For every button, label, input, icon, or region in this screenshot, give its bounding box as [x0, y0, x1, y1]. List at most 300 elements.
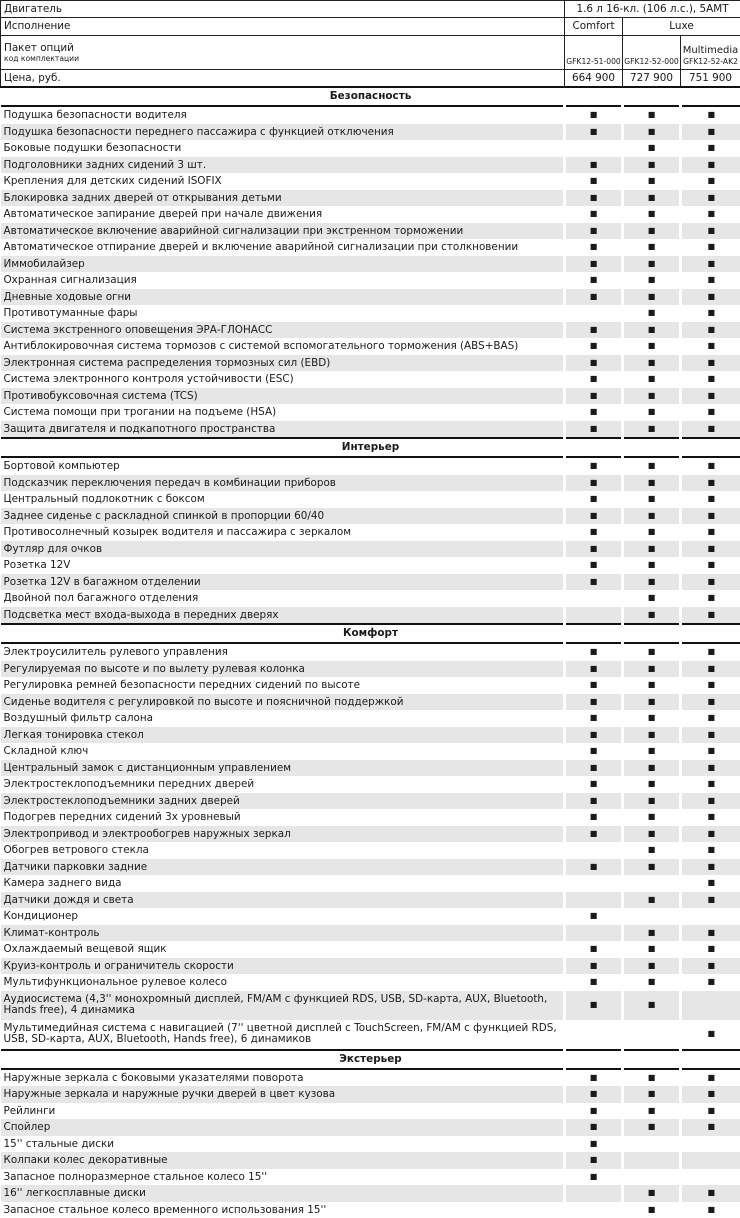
- feature-name: Охлаждаемый вещевой ящик: [1, 941, 565, 958]
- feature-name: Электропривод и электрообогрев наружных зеркал: [1, 826, 565, 843]
- feature-name: Мультимедийная система с навигацией (7'' цветной дисплей с TouchScreen, FM/AM с функцией RDS, USB, SD-карта, AUX, Bluetooth, Hands free), 6 динамиков: [1, 1020, 565, 1050]
- availability-cell-1: [565, 457, 623, 475]
- feature-name: Рейлинги: [1, 1103, 565, 1120]
- included-mark-icon: ■: [648, 862, 656, 871]
- feature-name: Сиденье водителя с регулировкой по высоте и поясничной поддержкой: [1, 694, 565, 711]
- availability-cell-2: [623, 875, 681, 892]
- included-mark-icon: ■: [648, 511, 656, 520]
- included-mark-icon: ■: [707, 110, 715, 119]
- feature-row: [1, 338, 740, 355]
- included-mark-icon: ■: [648, 407, 656, 416]
- availability-cell-1: [565, 607, 623, 625]
- availability-cell-3: [681, 124, 740, 141]
- included-mark-icon: ■: [590, 944, 598, 953]
- feature-row: [1, 661, 740, 678]
- included-mark-icon: ■: [707, 275, 715, 284]
- availability-cell-3: [681, 875, 740, 892]
- package-code-2: GFK12-52-000: [623, 36, 681, 70]
- availability-cell-1: [565, 1119, 623, 1136]
- availability-cell-2: [623, 958, 681, 975]
- included-mark-icon: ■: [590, 341, 598, 350]
- availability-cell-2: [623, 524, 681, 541]
- availability-cell-3: [681, 694, 740, 711]
- included-mark-icon: ■: [707, 292, 715, 301]
- availability-cell-2: [623, 892, 681, 909]
- availability-cell-3: [681, 941, 740, 958]
- availability-cell-3: [681, 541, 740, 558]
- availability-cell-2: [623, 173, 681, 190]
- included-mark-icon: ■: [648, 1188, 656, 1197]
- price-row: [1, 70, 740, 88]
- feature-row: [1, 157, 740, 174]
- included-mark-icon: ■: [590, 494, 598, 503]
- included-mark-icon: ■: [707, 160, 715, 169]
- availability-cell-3: [681, 256, 740, 273]
- multimedia-label: Multimedia: [681, 45, 740, 57]
- availability-cell-1: [565, 388, 623, 405]
- included-mark-icon: ■: [648, 325, 656, 334]
- availability-cell-2: [623, 1086, 681, 1103]
- feature-row: [1, 590, 740, 607]
- feature-name: Наружные зеркала с боковыми указателями поворота: [1, 1069, 565, 1087]
- availability-cell-3: [681, 190, 740, 207]
- feature-row: [1, 206, 740, 223]
- included-mark-icon: ■: [648, 895, 656, 904]
- feature-row: [1, 388, 740, 405]
- feature-name: Подогрев передних сидений 3х уровневый: [1, 809, 565, 826]
- availability-cell-2: [623, 388, 681, 405]
- feature-name: Автоматическое запирание дверей при начале движения: [1, 206, 565, 223]
- availability-cell-1: [565, 590, 623, 607]
- included-mark-icon: ■: [707, 746, 715, 755]
- included-mark-icon: ■: [707, 1089, 715, 1098]
- availability-cell-3: [681, 173, 740, 190]
- included-mark-icon: ■: [707, 494, 715, 503]
- availability-cell-3: [681, 842, 740, 859]
- availability-cell-2: [623, 1202, 681, 1218]
- availability-cell-3: [681, 491, 740, 508]
- availability-cell-3: [681, 322, 740, 339]
- included-mark-icon: ■: [590, 560, 598, 569]
- availability-cell-3: [681, 508, 740, 525]
- feature-row: [1, 760, 740, 777]
- availability-cell-3: [681, 743, 740, 760]
- feature-row: [1, 1020, 740, 1050]
- availability-cell-1: [565, 289, 623, 306]
- availability-cell-2: [623, 941, 681, 958]
- availability-cell-1: [565, 421, 623, 439]
- availability-cell-1: [565, 1152, 623, 1169]
- included-mark-icon: ■: [648, 812, 656, 821]
- feature-row: [1, 727, 740, 744]
- feature-row: [1, 491, 740, 508]
- included-mark-icon: ■: [590, 713, 598, 722]
- feature-row: [1, 974, 740, 991]
- included-mark-icon: ■: [648, 577, 656, 586]
- included-mark-icon: ■: [590, 1122, 598, 1131]
- included-mark-icon: ■: [648, 259, 656, 268]
- feature-row: [1, 958, 740, 975]
- availability-cell-2: [623, 1119, 681, 1136]
- feature-name: Кондиционер: [1, 908, 565, 925]
- availability-cell-3: [681, 106, 740, 124]
- included-mark-icon: ■: [648, 193, 656, 202]
- feature-name: Антиблокировочная система тормозов с системой вспомогательного торможения (ABS+BAS): [1, 338, 565, 355]
- feature-row: [1, 892, 740, 909]
- included-mark-icon: ■: [648, 1205, 656, 1214]
- feature-row: [1, 256, 740, 273]
- trim-label: Исполнение: [1, 18, 565, 36]
- included-mark-icon: ■: [707, 358, 715, 367]
- package-code-1: GFK12-51-000: [565, 36, 623, 70]
- included-mark-icon: ■: [648, 1073, 656, 1082]
- included-mark-icon: ■: [707, 862, 715, 871]
- included-mark-icon: ■: [648, 1000, 656, 1009]
- availability-cell-1: [565, 908, 623, 925]
- feature-name: Система электронного контроля устойчивости (ESC): [1, 371, 565, 388]
- availability-cell-1: [565, 508, 623, 525]
- feature-name: Электростеклоподъемники передних дверей: [1, 776, 565, 793]
- feature-name: Подсказчик переключения передач в комбинации приборов: [1, 475, 565, 492]
- availability-cell-2: [623, 643, 681, 661]
- availability-cell-3: [681, 1136, 740, 1153]
- availability-cell-1: [565, 106, 623, 124]
- section-header: [1, 624, 740, 643]
- availability-cell-3: [681, 590, 740, 607]
- feature-name: Электроусилитель рулевого управления: [1, 643, 565, 661]
- availability-cell-1: [565, 1103, 623, 1120]
- included-mark-icon: ■: [590, 160, 598, 169]
- included-mark-icon: ■: [590, 407, 598, 416]
- included-mark-icon: ■: [707, 928, 715, 937]
- availability-cell-1: [565, 1069, 623, 1087]
- included-mark-icon: ■: [707, 878, 715, 887]
- availability-cell-2: [623, 710, 681, 727]
- feature-row: [1, 925, 740, 942]
- feature-row: [1, 941, 740, 958]
- availability-cell-1: [565, 842, 623, 859]
- included-mark-icon: ■: [648, 527, 656, 536]
- feature-name: Подголовники задних сидений 3 шт.: [1, 157, 565, 174]
- included-mark-icon: ■: [590, 242, 598, 251]
- included-mark-icon: ■: [590, 779, 598, 788]
- feature-row: [1, 574, 740, 591]
- included-mark-icon: ■: [648, 143, 656, 152]
- availability-cell-3: [681, 272, 740, 289]
- availability-cell-1: [565, 760, 623, 777]
- availability-cell-1: [565, 206, 623, 223]
- feature-row: [1, 557, 740, 574]
- included-mark-icon: ■: [590, 862, 598, 871]
- section-title: Экстерьер: [1, 1050, 740, 1069]
- included-mark-icon: ■: [648, 779, 656, 788]
- included-mark-icon: ■: [590, 577, 598, 586]
- availability-cell-2: [623, 776, 681, 793]
- feature-name: Воздушный фильтр салона: [1, 710, 565, 727]
- feature-row: [1, 421, 740, 439]
- feature-row: [1, 643, 740, 661]
- price-1: 664 900: [565, 70, 623, 88]
- included-mark-icon: ■: [648, 226, 656, 235]
- availability-cell-2: [623, 574, 681, 591]
- feature-row: [1, 842, 740, 859]
- availability-cell-1: [565, 809, 623, 826]
- availability-cell-1: [565, 793, 623, 810]
- feature-name: Электронная система распределения тормозных сил (EBD): [1, 355, 565, 372]
- feature-name: Розетка 12V: [1, 557, 565, 574]
- section-title: Комфорт: [1, 624, 740, 643]
- availability-cell-2: [623, 289, 681, 306]
- included-mark-icon: ■: [648, 610, 656, 619]
- availability-cell-1: [565, 223, 623, 240]
- included-mark-icon: ■: [590, 911, 598, 920]
- availability-cell-2: [623, 760, 681, 777]
- availability-cell-3: [681, 826, 740, 843]
- availability-cell-1: [565, 694, 623, 711]
- feature-name: Запасное полноразмерное стальное колесо 15'': [1, 1169, 565, 1186]
- included-mark-icon: ■: [648, 544, 656, 553]
- included-mark-icon: ■: [648, 341, 656, 350]
- availability-cell-3: [681, 524, 740, 541]
- availability-cell-1: [565, 991, 623, 1020]
- included-mark-icon: ■: [590, 176, 598, 185]
- specs-table-body: [1, 1, 740, 1218]
- availability-cell-3: [681, 289, 740, 306]
- availability-cell-2: [623, 677, 681, 694]
- feature-name: Крепления для детских сидений ISOFIX: [1, 173, 565, 190]
- availability-cell-3: [681, 223, 740, 240]
- section-header: [1, 87, 740, 106]
- availability-cell-1: [565, 475, 623, 492]
- included-mark-icon: ■: [707, 713, 715, 722]
- feature-name: Противосолнечный козырек водителя и пассажира с зеркалом: [1, 524, 565, 541]
- availability-cell-2: [623, 457, 681, 475]
- availability-cell-1: [565, 710, 623, 727]
- engine-label: Двигатель: [1, 1, 565, 18]
- included-mark-icon: ■: [707, 812, 715, 821]
- availability-cell-3: [681, 892, 740, 909]
- included-mark-icon: ■: [648, 358, 656, 367]
- included-mark-icon: ■: [590, 193, 598, 202]
- feature-name: Электростеклоподъемники задних дверей: [1, 793, 565, 810]
- feature-row: [1, 1152, 740, 1169]
- availability-cell-3: [681, 355, 740, 372]
- availability-cell-3: [681, 643, 740, 661]
- availability-cell-1: [565, 1086, 623, 1103]
- availability-cell-3: [681, 793, 740, 810]
- included-mark-icon: ■: [707, 259, 715, 268]
- feature-name: Футляр для очков: [1, 541, 565, 558]
- availability-cell-3: [681, 140, 740, 157]
- feature-row: [1, 404, 740, 421]
- feature-name: Подушка безопасности переднего пассажира с функцией отключения: [1, 124, 565, 141]
- availability-cell-1: [565, 140, 623, 157]
- feature-name: Складной ключ: [1, 743, 565, 760]
- availability-cell-1: [565, 1202, 623, 1218]
- feature-name: Система экстренного оповещения ЭРА-ГЛОНАСС: [1, 322, 565, 339]
- price-label: Цена, руб.: [1, 70, 565, 88]
- feature-name: Колпаки колес декоративные: [1, 1152, 565, 1169]
- included-mark-icon: ■: [590, 829, 598, 838]
- included-mark-icon: ■: [590, 1073, 598, 1082]
- feature-name: Противобуксовочная система (TCS): [1, 388, 565, 405]
- feature-name: Регулируемая по высоте и по вылету рулевая колонка: [1, 661, 565, 678]
- availability-cell-1: [565, 322, 623, 339]
- feature-name: Противотуманные фары: [1, 305, 565, 322]
- included-mark-icon: ■: [648, 461, 656, 470]
- included-mark-icon: ■: [707, 829, 715, 838]
- availability-cell-2: [623, 661, 681, 678]
- feature-row: [1, 457, 740, 475]
- availability-cell-2: [623, 322, 681, 339]
- availability-cell-3: [681, 1185, 740, 1202]
- included-mark-icon: ■: [648, 292, 656, 301]
- feature-row: [1, 272, 740, 289]
- availability-cell-1: [565, 305, 623, 322]
- availability-cell-2: [623, 859, 681, 876]
- included-mark-icon: ■: [648, 127, 656, 136]
- availability-cell-3: [681, 859, 740, 876]
- feature-row: [1, 322, 740, 339]
- availability-cell-1: [565, 1136, 623, 1153]
- included-mark-icon: ■: [590, 1139, 598, 1148]
- feature-name: Бортовой компьютер: [1, 457, 565, 475]
- availability-cell-1: [565, 524, 623, 541]
- included-mark-icon: ■: [648, 424, 656, 433]
- availability-cell-2: [623, 727, 681, 744]
- feature-row: [1, 859, 740, 876]
- package-code-3-cell: [681, 36, 740, 70]
- availability-cell-2: [623, 1152, 681, 1169]
- included-mark-icon: ■: [707, 593, 715, 602]
- feature-name: Наружные зеркала и наружные ручки дверей в цвет кузова: [1, 1086, 565, 1103]
- feature-name: Система помощи при трогании на подъеме (HSA): [1, 404, 565, 421]
- package-label: Пакет опций: [4, 43, 564, 54]
- included-mark-icon: ■: [707, 424, 715, 433]
- feature-name: Климат-контроль: [1, 925, 565, 942]
- included-mark-icon: ■: [590, 391, 598, 400]
- availability-cell-2: [623, 1185, 681, 1202]
- availability-cell-3: [681, 206, 740, 223]
- availability-cell-2: [623, 106, 681, 124]
- included-mark-icon: ■: [648, 176, 656, 185]
- feature-row: [1, 710, 740, 727]
- availability-cell-2: [623, 1069, 681, 1087]
- section-header: [1, 438, 740, 457]
- availability-cell-3: [681, 607, 740, 625]
- feature-name: Подсветка мест входа-выхода в передних дверях: [1, 607, 565, 625]
- included-mark-icon: ■: [707, 341, 715, 350]
- included-mark-icon: ■: [590, 527, 598, 536]
- included-mark-icon: ■: [648, 478, 656, 487]
- availability-cell-1: [565, 892, 623, 909]
- feature-row: [1, 908, 740, 925]
- availability-cell-2: [623, 421, 681, 439]
- availability-cell-2: [623, 925, 681, 942]
- included-mark-icon: ■: [590, 1172, 598, 1181]
- availability-cell-1: [565, 157, 623, 174]
- feature-row: [1, 607, 740, 625]
- included-mark-icon: ■: [707, 730, 715, 739]
- included-mark-icon: ■: [590, 697, 598, 706]
- availability-cell-3: [681, 958, 740, 975]
- availability-cell-3: [681, 305, 740, 322]
- availability-cell-2: [623, 223, 681, 240]
- availability-cell-3: [681, 776, 740, 793]
- included-mark-icon: ■: [590, 275, 598, 284]
- feature-row: [1, 541, 740, 558]
- included-mark-icon: ■: [590, 680, 598, 689]
- availability-cell-3: [681, 574, 740, 591]
- included-mark-icon: ■: [707, 308, 715, 317]
- feature-row: [1, 694, 740, 711]
- price-3: 751 900: [681, 70, 740, 88]
- availability-cell-2: [623, 371, 681, 388]
- availability-cell-3: [681, 1169, 740, 1186]
- availability-cell-2: [623, 908, 681, 925]
- availability-cell-3: [681, 809, 740, 826]
- included-mark-icon: ■: [590, 763, 598, 772]
- feature-row: [1, 524, 740, 541]
- availability-cell-1: [565, 404, 623, 421]
- availability-cell-1: [565, 1020, 623, 1050]
- section-title: Безопасность: [1, 87, 740, 106]
- included-mark-icon: ■: [648, 110, 656, 119]
- availability-cell-1: [565, 557, 623, 574]
- feature-name: 16'' легкосплавные диски: [1, 1185, 565, 1202]
- included-mark-icon: ■: [648, 1089, 656, 1098]
- included-mark-icon: ■: [590, 511, 598, 520]
- availability-cell-1: [565, 727, 623, 744]
- included-mark-icon: ■: [648, 977, 656, 986]
- included-mark-icon: ■: [707, 325, 715, 334]
- availability-cell-2: [623, 991, 681, 1020]
- availability-cell-1: [565, 643, 623, 661]
- feature-row: [1, 223, 740, 240]
- availability-cell-1: [565, 371, 623, 388]
- included-mark-icon: ■: [707, 560, 715, 569]
- feature-row: [1, 826, 740, 843]
- feature-name: 15'' стальные диски: [1, 1136, 565, 1153]
- feature-name: Подушка безопасности водителя: [1, 106, 565, 124]
- included-mark-icon: ■: [590, 374, 598, 383]
- availability-cell-2: [623, 256, 681, 273]
- feature-name: Камера заднего вида: [1, 875, 565, 892]
- included-mark-icon: ■: [590, 812, 598, 821]
- feature-row: [1, 991, 740, 1020]
- feature-row: [1, 475, 740, 492]
- availability-cell-1: [565, 1185, 623, 1202]
- feature-row: [1, 190, 740, 207]
- availability-cell-2: [623, 694, 681, 711]
- included-mark-icon: ■: [707, 242, 715, 251]
- included-mark-icon: ■: [707, 1122, 715, 1131]
- included-mark-icon: ■: [590, 424, 598, 433]
- included-mark-icon: ■: [707, 647, 715, 656]
- availability-cell-3: [681, 1069, 740, 1087]
- included-mark-icon: ■: [648, 160, 656, 169]
- price-2: 727 900: [623, 70, 681, 88]
- feature-row: [1, 793, 740, 810]
- feature-row: [1, 508, 740, 525]
- availability-cell-2: [623, 1169, 681, 1186]
- feature-name: Запасное стальное колесо временного использования 15'': [1, 1202, 565, 1218]
- included-mark-icon: ■: [707, 944, 715, 953]
- feature-row: [1, 1119, 740, 1136]
- included-mark-icon: ■: [648, 374, 656, 383]
- included-mark-icon: ■: [707, 977, 715, 986]
- availability-cell-3: [681, 457, 740, 475]
